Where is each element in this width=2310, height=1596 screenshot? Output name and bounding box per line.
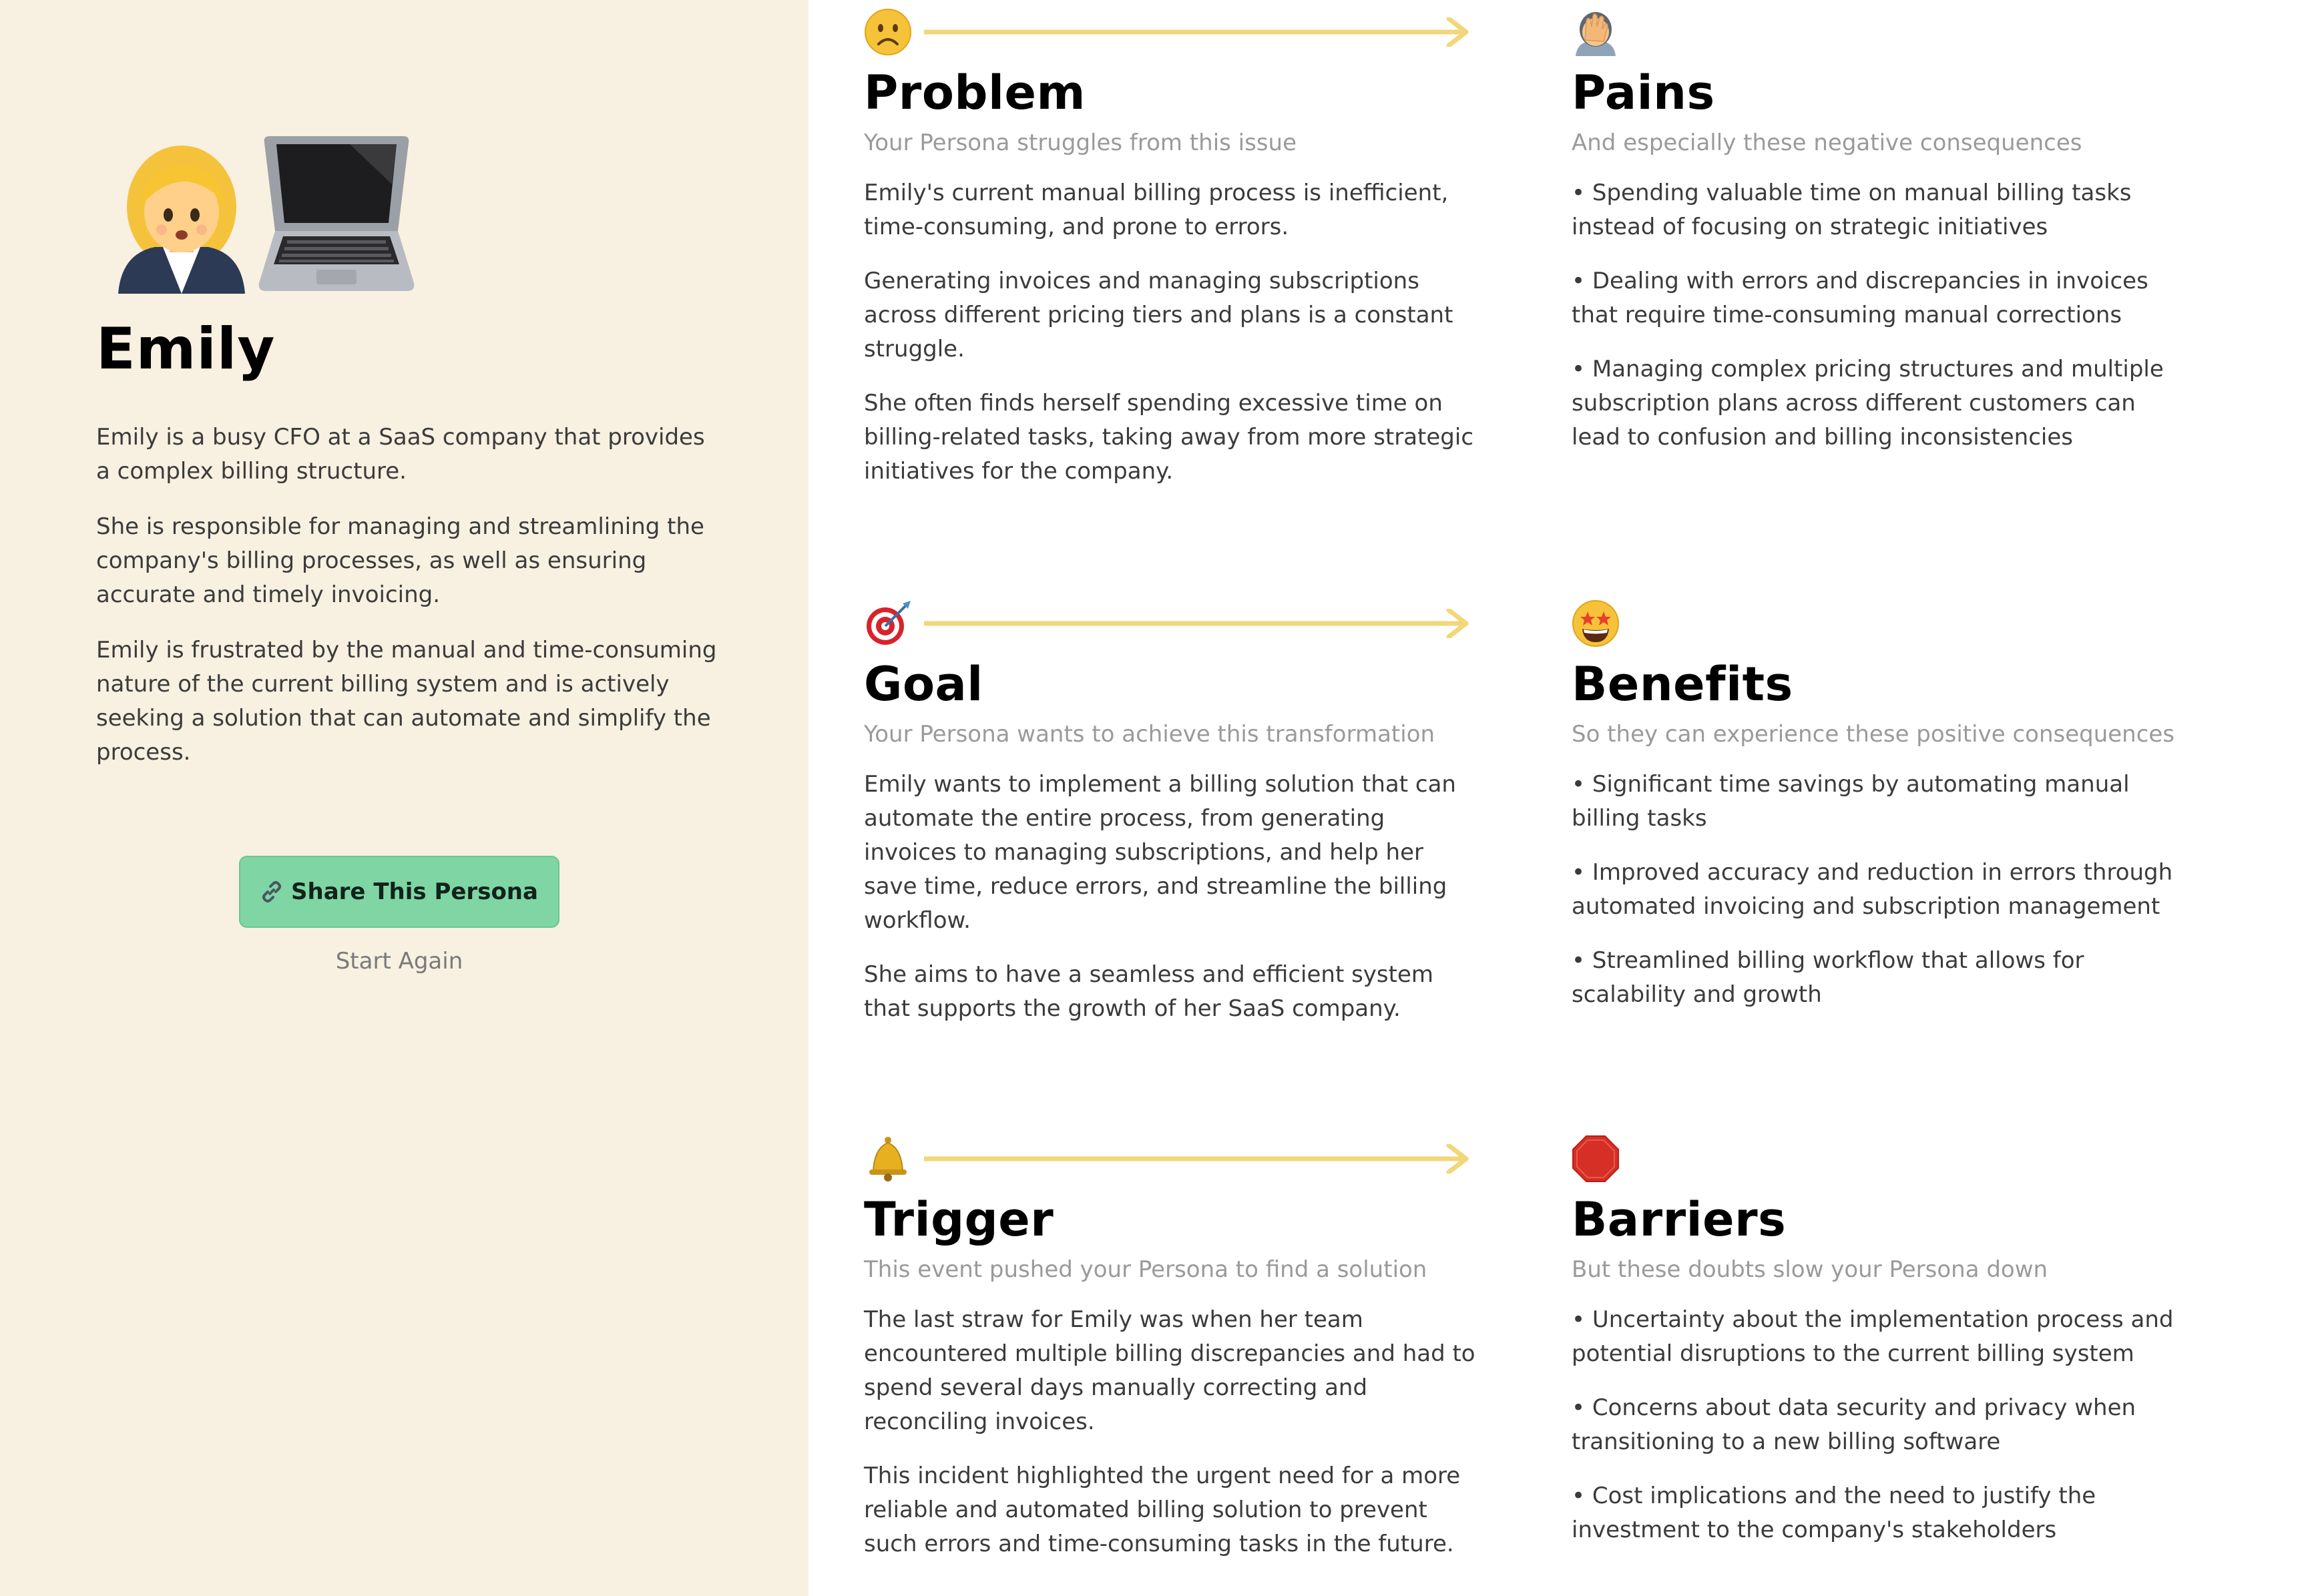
arrow-icon — [924, 1144, 1471, 1173]
problem-subtitle: Your Persona struggles from this issue — [864, 129, 1297, 156]
pains-item: • Spending valuable time on manual billing tasks instead of focusing on strategic initiatives — [1572, 180, 2132, 240]
barriers-item: • Concerns about data security and privacy when transitioning to a new billing software — [1572, 1394, 2136, 1455]
pains-card — [1572, 0, 2213, 475]
benefits-title: Benefits — [1572, 657, 1793, 712]
persona-description-paragraph: Emily is a busy CFO at a SaaS company that provides a complex billing structure. — [96, 424, 705, 485]
trigger-title: Trigger — [864, 1192, 1054, 1247]
facepalm-icon — [1572, 8, 1620, 56]
arrow-icon — [924, 609, 1471, 638]
barriers-card — [1572, 1127, 2213, 1567]
pains-title: Pains — [1572, 65, 1715, 120]
pains-item: • Managing complex pricing structures and multiple subscription plans across different customers can lead to confusion and billing inconsistencies — [1572, 356, 2164, 451]
link-icon — [260, 880, 283, 903]
problem-card — [864, 0, 1505, 509]
barriers-item: • Cost implications and the need to justify the investment to the company's stakeholders — [1572, 1483, 2096, 1543]
barriers-title: Barriers — [1572, 1192, 1787, 1247]
star-struck-icon — [1572, 599, 1620, 647]
target-icon — [864, 599, 912, 647]
pains-item: • Dealing with errors and discrepancies in invoices that require time-consuming manual corrections — [1572, 268, 2148, 328]
goal-paragraph: She aims to have a seamless and efficient system that supports the growth of her SaaS company. — [864, 961, 1434, 1022]
arrow-icon — [924, 17, 1471, 47]
goal-subtitle: Your Persona wants to achieve this transformation — [864, 721, 1435, 748]
trigger-paragraph: This incident highlighted the urgent need for a more reliable and automated billing solution to prevent such errors and time-consuming tasks in the future. — [864, 1462, 1461, 1557]
share-persona-button[interactable] — [239, 856, 559, 928]
benefits-item: • Streamlined billing workflow that allows for scalability and growth — [1572, 947, 2084, 1008]
barriers-subtitle: But these doubts slow your Persona down — [1572, 1256, 2048, 1283]
benefits-subtitle: So they can experience these positive consequences — [1572, 721, 2175, 748]
persona-sidebar — [0, 0, 808, 1596]
laptop-emoji-icon — [256, 131, 417, 294]
goal-title: Goal — [864, 657, 983, 712]
persona-name: Emily — [96, 316, 276, 382]
goal-card — [864, 591, 1505, 1046]
barriers-item: • Uncertainty about the implementation process and potential disruptions to the current billing system — [1572, 1306, 2174, 1367]
problem-paragraph: Emily's current manual billing process is inefficient, time-consuming, and prone to errors. — [864, 180, 1449, 240]
bell-icon — [864, 1135, 912, 1183]
problem-paragraph: Generating invoices and managing subscriptions across different pricing tiers and plans is a constant struggle. — [864, 268, 1453, 362]
trigger-subtitle: This event pushed your Persona to find a solution — [864, 1256, 1427, 1283]
trigger-card — [864, 1127, 1505, 1581]
woman-emoji-icon — [115, 140, 248, 294]
persona-description — [96, 421, 717, 791]
benefits-item: • Improved accuracy and reduction in errors through automated invoicing and subscription management — [1572, 859, 2173, 920]
benefits-card — [1572, 591, 2213, 1032]
persona-description-paragraph: Emily is frustrated by the manual and time-consuming nature of the current billing system and is actively seeking a solution that can automate and simplify the process. — [96, 637, 717, 766]
persona-description-paragraph: She is responsible for managing and streamlining the company's billing processes, as well as ensuring accurate and timely invoicing. — [96, 513, 704, 608]
share-persona-label: Share This Persona — [291, 878, 538, 905]
problem-title: Problem — [864, 65, 1086, 120]
stop-sign-icon — [1572, 1135, 1620, 1183]
persona-avatar — [115, 120, 417, 294]
start-again-link[interactable]: Start Again — [335, 948, 463, 975]
goal-paragraph: Emily wants to implement a billing solution that can automate the entire process, from generating invoices to managing subscriptions, and help her save time, reduce errors, and streamline the billing workflow. — [864, 771, 1456, 934]
problem-paragraph: She often finds herself spending excessive time on billing-related tasks, taking away from more strategic initiatives for the company. — [864, 390, 1474, 485]
benefits-item: • Significant time savings by automating manual billing tasks — [1572, 771, 2130, 832]
frowning-face-icon — [864, 8, 912, 56]
trigger-paragraph: The last straw for Emily was when her team encountered multiple billing discrepancies and had to spend several days manually correcting and reconciling invoices. — [864, 1306, 1475, 1435]
pains-subtitle: And especially these negative consequences — [1572, 129, 2082, 156]
